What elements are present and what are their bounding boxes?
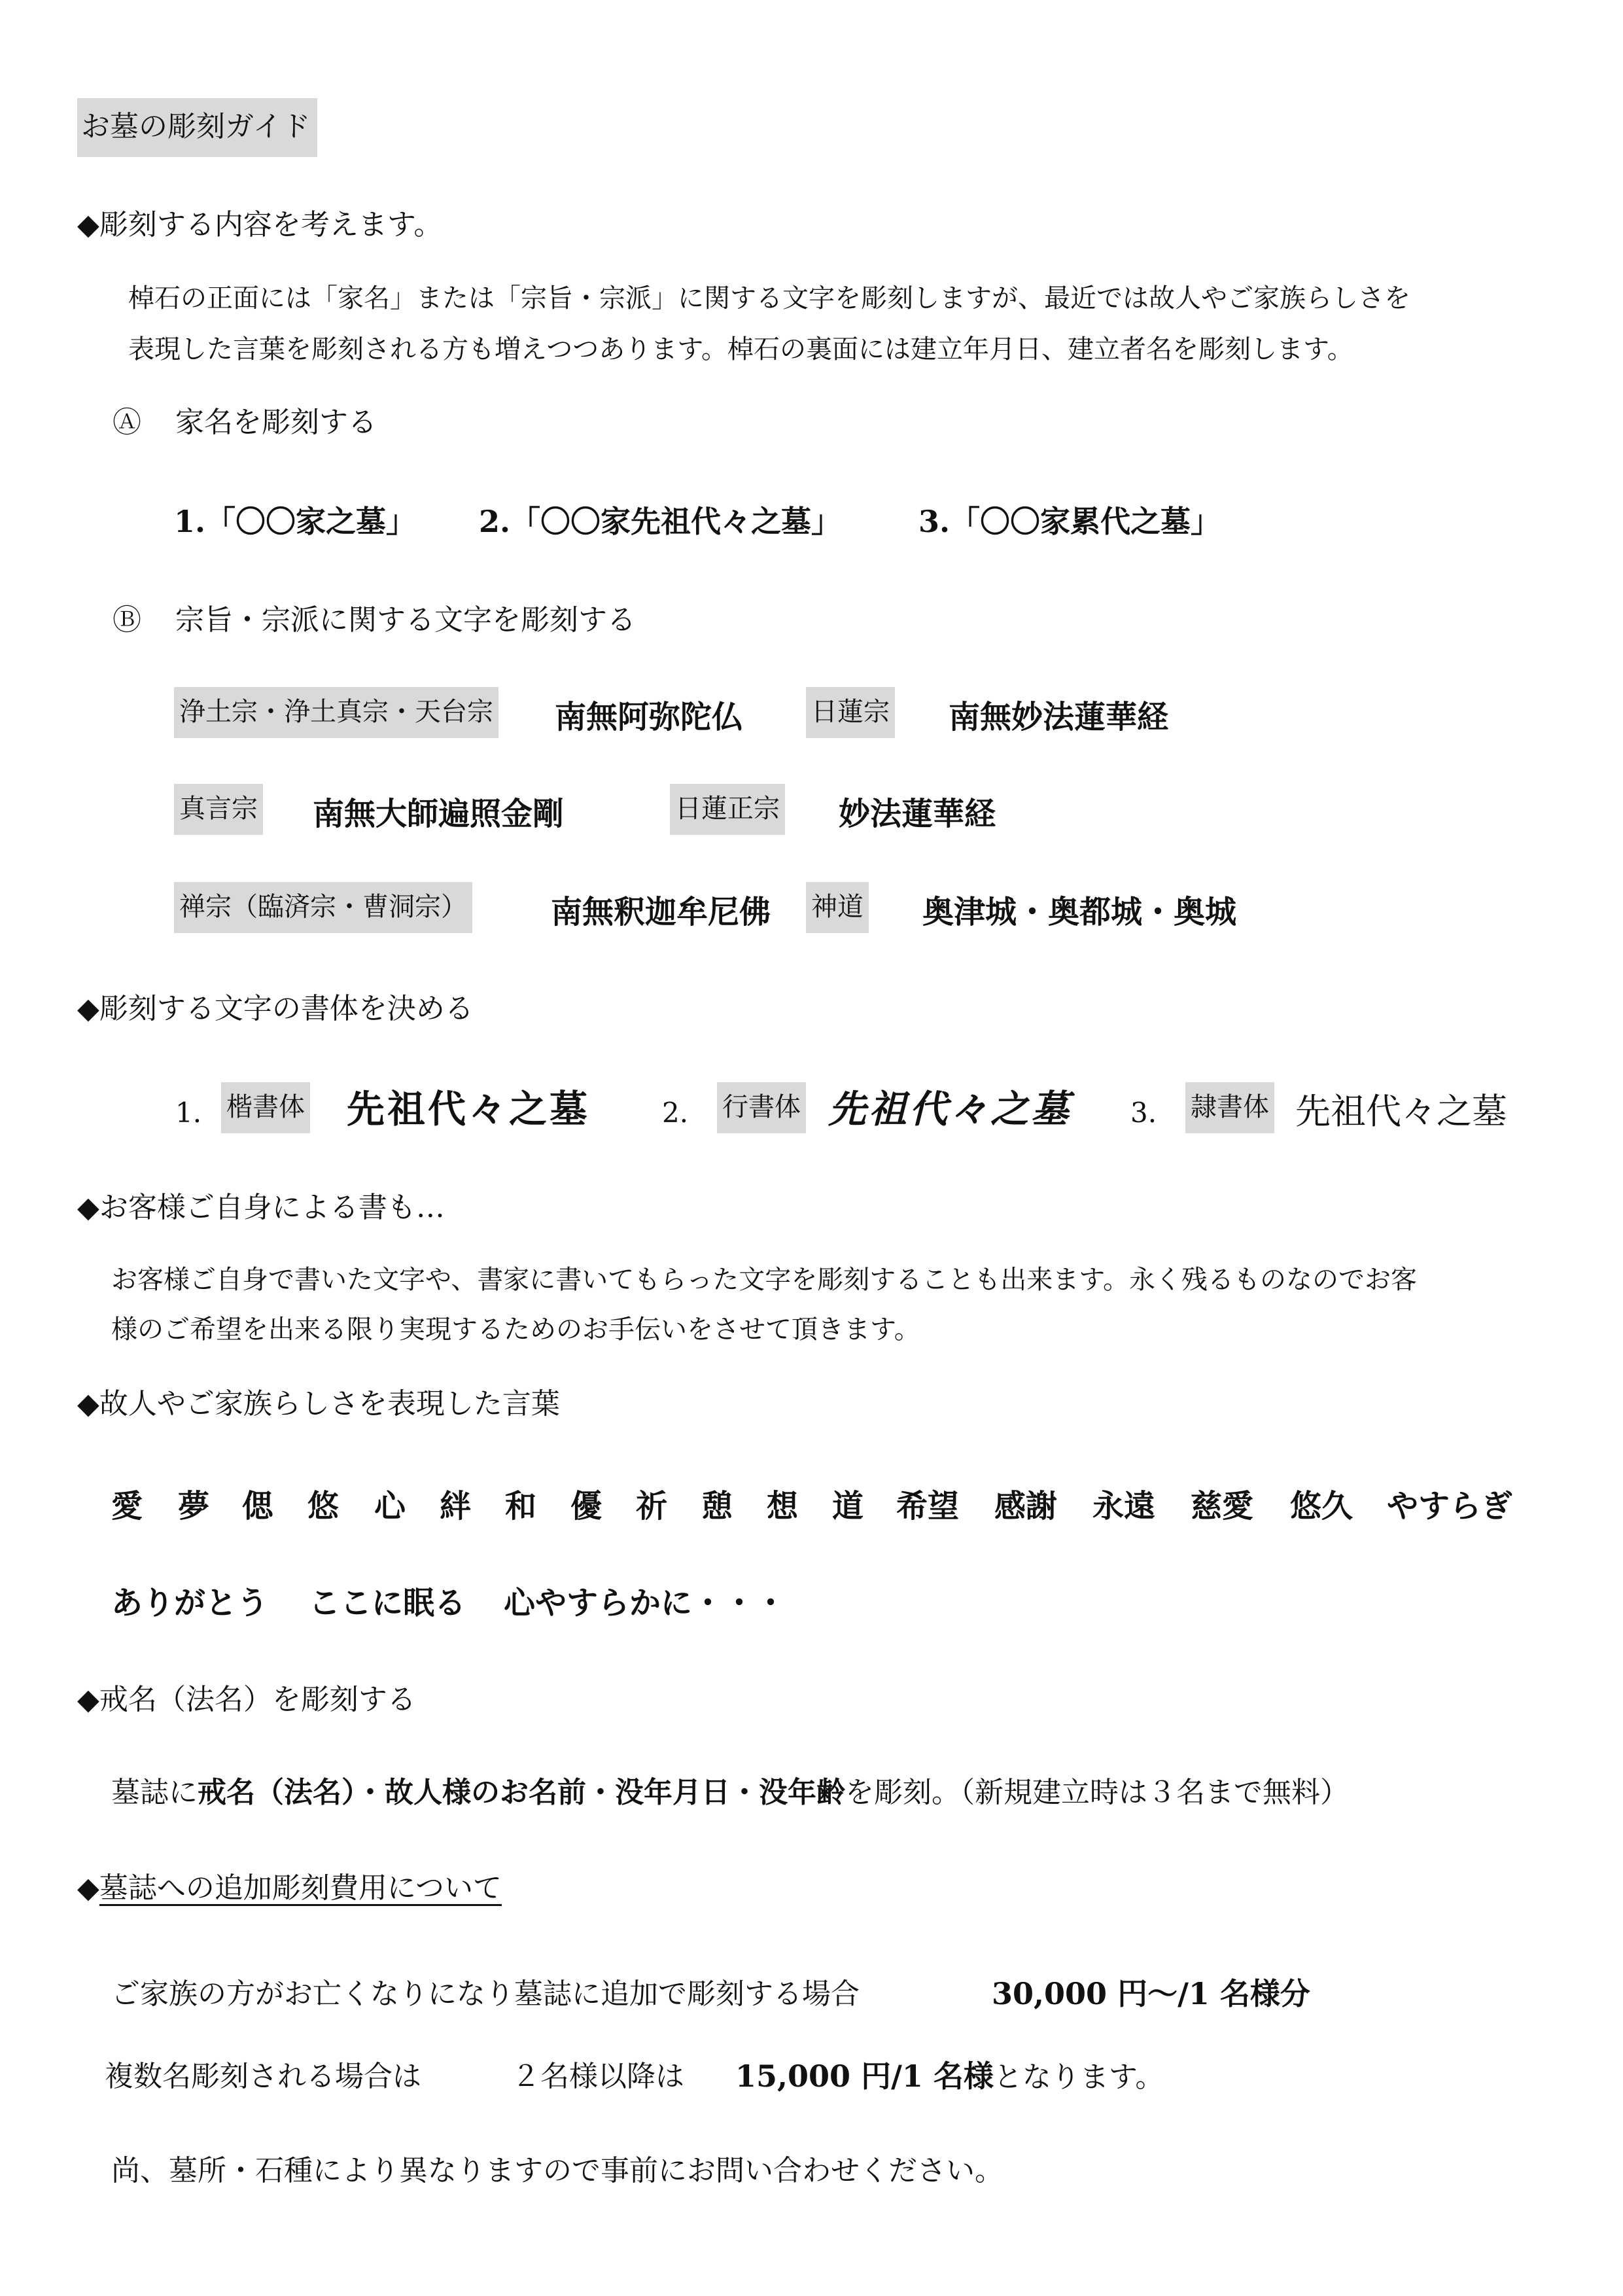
heading-text: 墓誌への追加彫刻費用について — [99, 1871, 502, 1905]
sect-label: 禅宗（臨済宗・曹洞宗） — [174, 882, 472, 933]
word-item: 和 — [505, 1488, 537, 1525]
option-a-marker: Ⓐ — [113, 406, 141, 439]
sect-label: 日蓮正宗 — [670, 784, 785, 835]
word-item: 道 — [832, 1488, 864, 1525]
word-item: 愛 — [111, 1488, 143, 1525]
word-item: 優 — [570, 1488, 602, 1525]
inscription-text: 南無妙法蓮華経 — [949, 699, 1169, 735]
sect-label: 浄土宗・浄土真宗・天台宗 — [174, 687, 498, 738]
own-writing-description-line2: 様のご希望を出来る限り実現するためのお手伝いをさせて頂きます。 — [111, 1315, 920, 1345]
option-b-label: 宗旨・宗派に関する文字を彫刻する — [175, 603, 636, 637]
inscription-text: 妙法蓮華経 — [839, 796, 996, 832]
kaimyo-engraving-items: 戒名（法名）・故人様のお名前・没年月日・没年齢 — [198, 1776, 845, 1809]
section-heading-additional-cost — [77, 1871, 502, 1905]
additional-cost-price: 30,000 円～/1 名様分 — [992, 1976, 1310, 2011]
word-item: 心やすらかに・・・ — [504, 1585, 787, 1621]
word-item: 心 — [374, 1488, 406, 1525]
section-heading-kaimyo: ◆戒名（法名）を彫刻する — [77, 1683, 416, 1716]
option-b-marker: Ⓑ — [113, 603, 141, 637]
kaimyo-prefix: 墓誌に — [111, 1776, 198, 1809]
kaimyo-suffix: を彫刻。（新規建立時は３名まで無料） — [845, 1776, 1349, 1809]
inscription-text: 南無阿弥陀仏 — [555, 699, 744, 735]
word-item: 悠 — [307, 1488, 340, 1525]
word-item: 祈 — [636, 1488, 668, 1525]
second-name-onwards-text: ２名様以降は — [512, 2060, 684, 2093]
content-description-line2: 表現した言葉を彫刻される方も増えつつあります。棹石の裏面には建立年月日、建立者名を彫刻します。 — [128, 334, 1353, 364]
inscription-text: 奥津城・奥都城・奥城 — [922, 894, 1237, 930]
word-item: 偲 — [242, 1488, 274, 1525]
own-writing-description-line1: お客様ご自身で書いた文字や、書家に書いてもらった文字を彫刻することも出来ます。永く残るものなのでお客 — [111, 1265, 1417, 1295]
font-sample-reisho: 先祖代々之墓 — [1295, 1091, 1507, 1132]
multiple-names-price: 15,000 円/1 名様 — [735, 2058, 994, 2094]
font-option-number: 2. — [662, 1097, 689, 1129]
font-name-label: 隷書体 — [1185, 1082, 1274, 1133]
family-name-option-2: 2.「〇〇家先祖代々之墓」 — [479, 504, 842, 539]
font-sample-kaisho: 先祖代々之墓 — [347, 1087, 591, 1131]
section-heading-content: ◆彫刻する内容を考えます。 — [77, 208, 443, 241]
content-description-line1: 棹石の正面には「家名」または「宗旨・宗派」に関する文字を彫刻しますが、最近では故人やご家族らしさを — [128, 283, 1410, 313]
font-sample-gyosho: 先祖代々之墓 — [828, 1087, 1072, 1131]
word-item: 慈愛 — [1191, 1488, 1254, 1525]
font-option-number: 3. — [1130, 1097, 1157, 1129]
inscription-text: 南無釈迦牟尼佛 — [551, 894, 771, 930]
section-heading-own-writing: ◆お客様ご自身による書も… — [77, 1191, 445, 1224]
word-item: 夢 — [178, 1488, 210, 1525]
word-item: 憩 — [701, 1488, 733, 1525]
word-item: 悠久 — [1290, 1488, 1353, 1525]
font-option-number: 1. — [175, 1097, 202, 1129]
word-item: 希望 — [896, 1488, 960, 1525]
additional-cost-line1: ご家族の方がお亡くなりになり墓誌に追加で彫刻する場合 — [111, 1977, 860, 2011]
sect-label: 真言宗 — [174, 784, 263, 835]
sect-label: 神道 — [806, 882, 869, 933]
word-item: やすらぎ — [1387, 1488, 1513, 1525]
word-item: ありがとう — [111, 1585, 269, 1621]
kaimyo-description — [111, 1778, 1349, 1807]
option-a-label: 家名を彫刻する — [175, 406, 377, 439]
section-heading-font: ◆彫刻する文字の書体を決める — [77, 992, 474, 1025]
heading-diamond: ◆ — [77, 1871, 99, 1905]
multiple-names-text: 複数名彫刻される場合は — [105, 2060, 421, 2093]
contact-note: 尚、墓所・石種により異なりますので事前にお問い合わせください。 — [111, 2154, 1003, 2187]
multiple-names-suffix: となります。 — [993, 2060, 1164, 2094]
sect-label: 日蓮宗 — [806, 687, 895, 738]
font-name-label: 行書体 — [717, 1082, 806, 1133]
word-item: 永遠 — [1092, 1488, 1156, 1525]
word-item: 想 — [767, 1488, 799, 1525]
family-name-option-1: 1.「〇〇家之墓」 — [174, 504, 417, 539]
section-heading-words: ◆故人やご家族らしさを表現した言葉 — [77, 1387, 560, 1421]
family-name-option-3: 3.「〇〇家累代之墓」 — [918, 504, 1221, 539]
word-item: 感謝 — [994, 1488, 1058, 1525]
inscription-text: 南無大師遍照金剛 — [313, 796, 565, 832]
multiple-names-price-line — [735, 2058, 1164, 2094]
page-title: お墓の彫刻ガイド — [77, 98, 317, 157]
font-name-label: 楷書体 — [221, 1082, 310, 1133]
word-item: ここに眠る — [309, 1585, 466, 1621]
word-item: 絆 — [440, 1488, 472, 1525]
